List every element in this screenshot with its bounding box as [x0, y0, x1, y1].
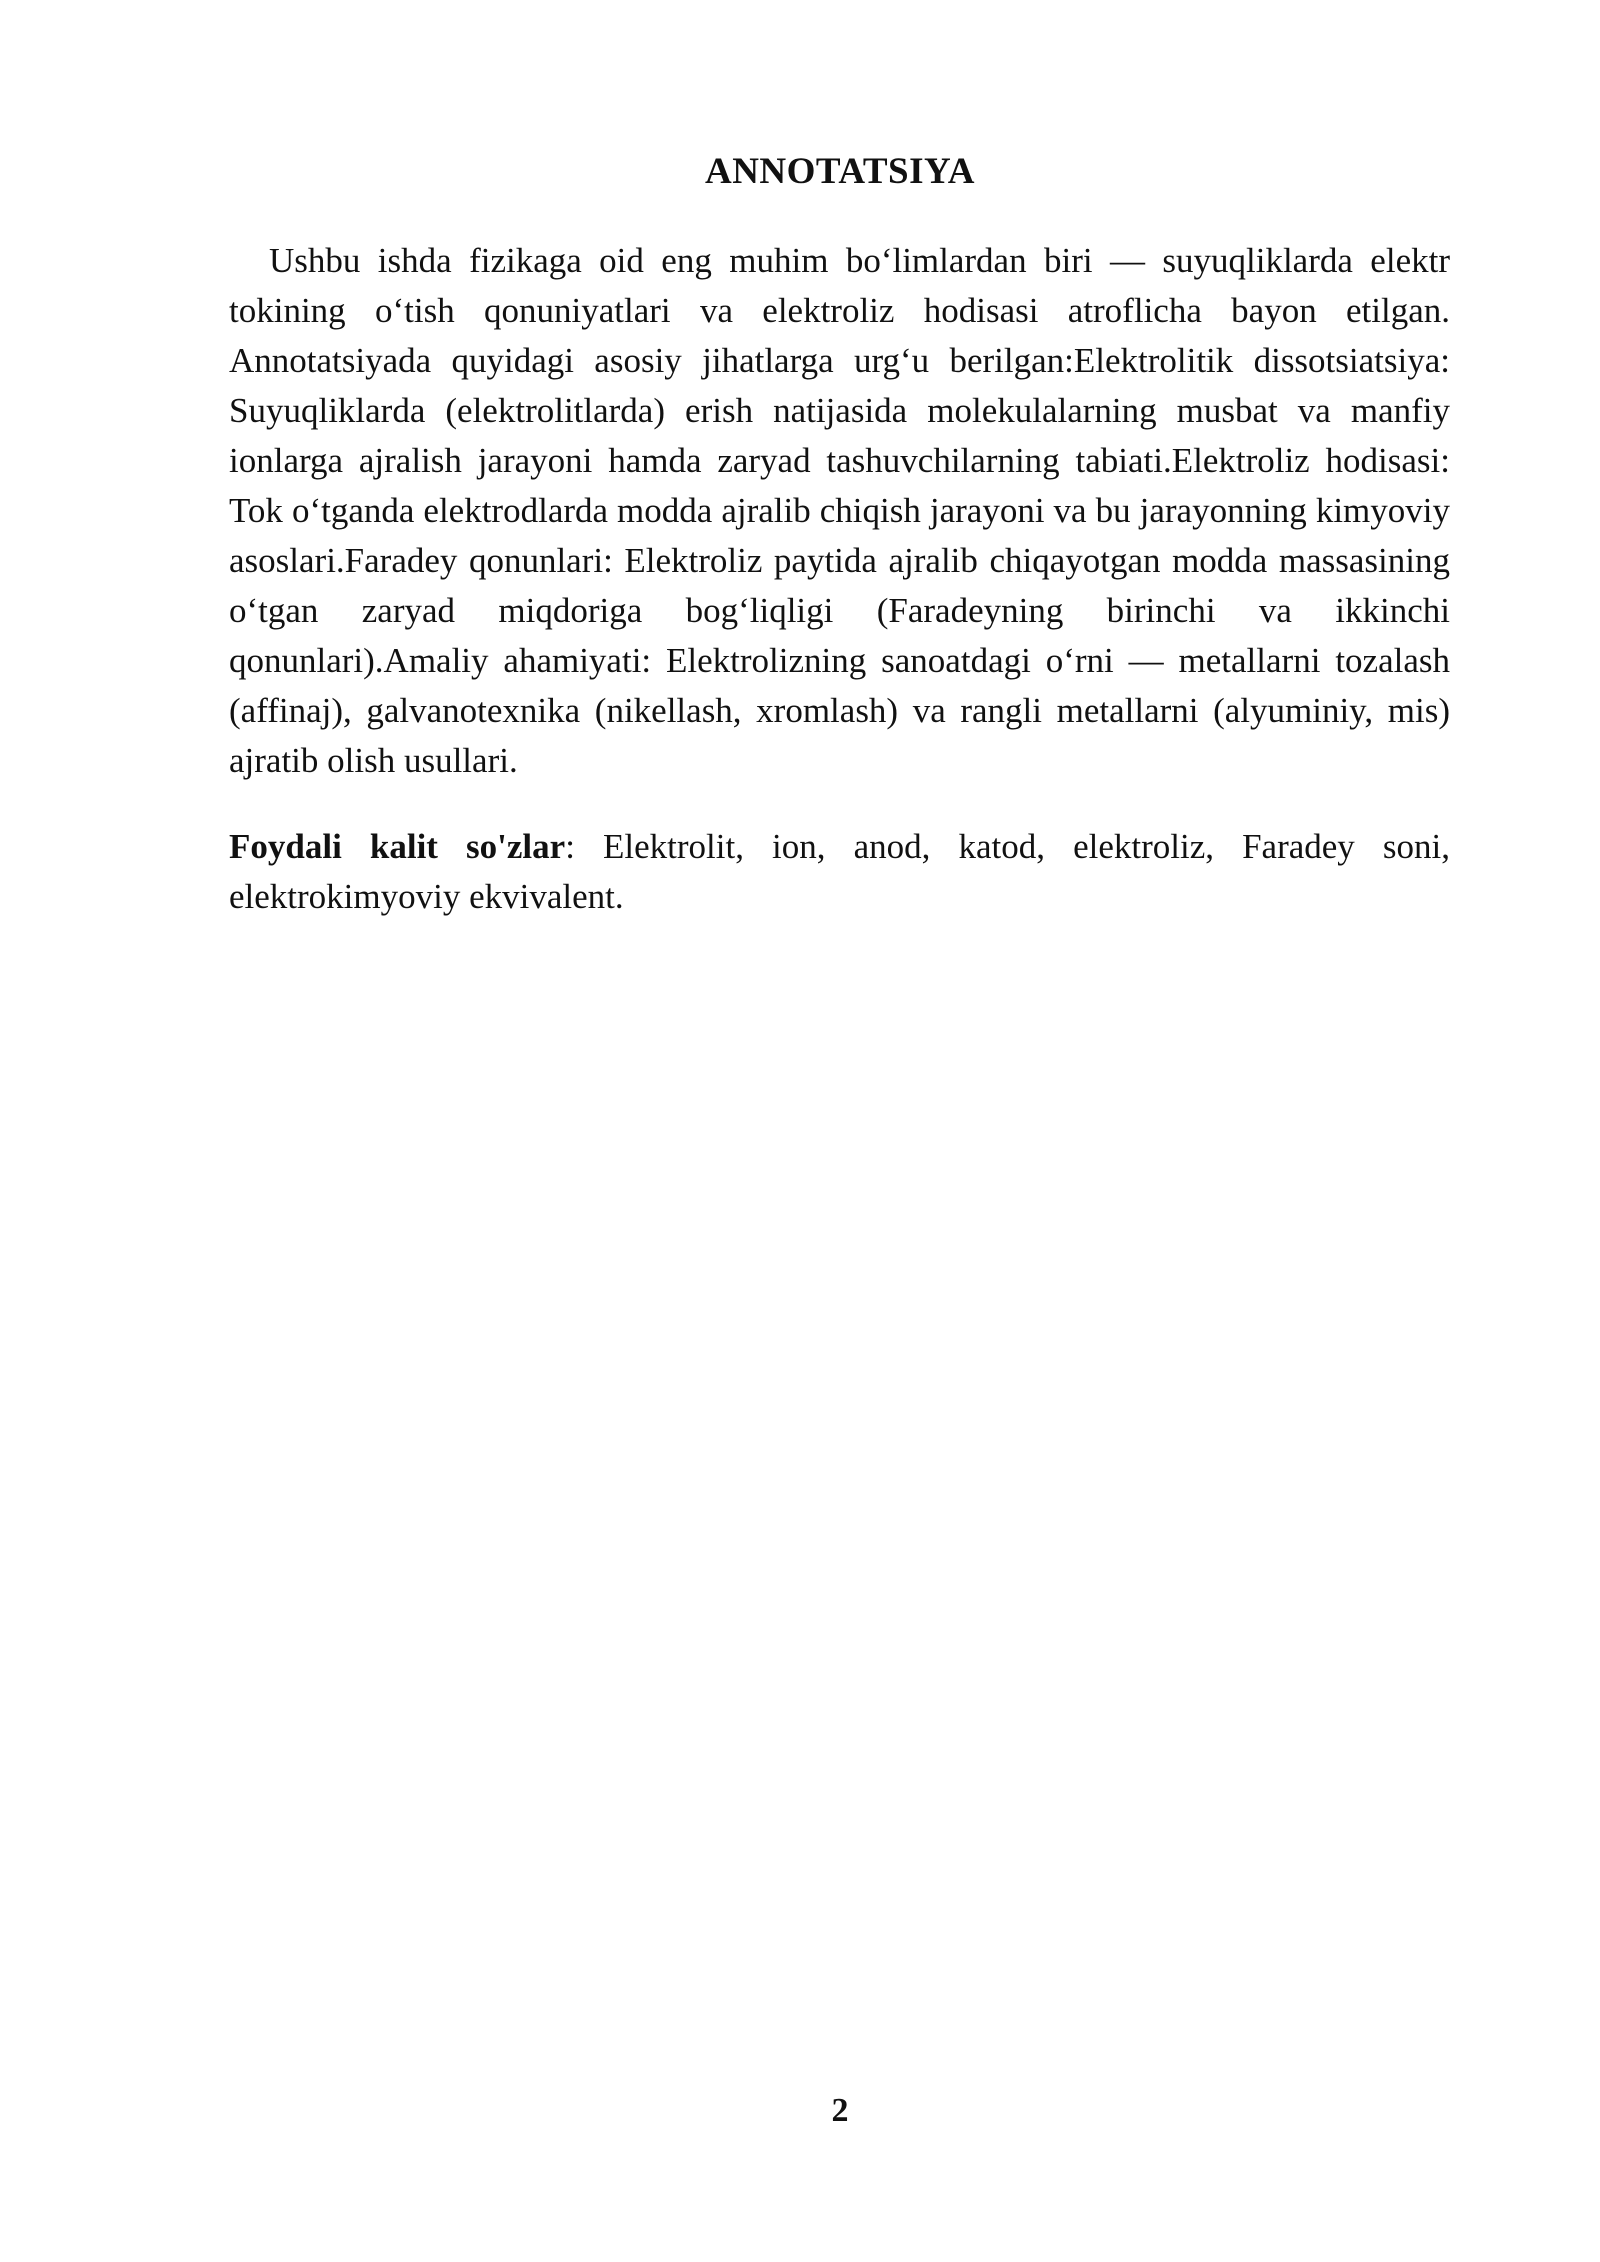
page-title: ANNOTATSIYA	[704, 151, 976, 192]
keywords-label: Foydali kalit so'zlar	[229, 827, 566, 866]
annotation-body	[229, 236, 1450, 922]
keywords-paragraph	[229, 822, 1450, 922]
page-number: 2	[831, 2092, 849, 2129]
abstract-paragraph: Ushbu ishda fizikaga oid eng muhim bo‘limlardan biri — suyuqliklarda elektr tokining o‘tish qonuniyatlari va elektroliz hodisasi atroflicha bayon etilgan. Annotatsiyada quyidagi asosiy jihatlarga urg‘u berilgan:Elektrolitik dissotsiatsiya: Suyuqliklarda (elektrolitlarda) erish natijasida molekulalarning musbat va manfiy ionlarga ajralish jarayoni hamda zaryad tashuvchilarning tabiati.Elektroliz hodisasi: Tok o‘tganda elektrodlarda modda ajralib chiqish jarayoni va bu jarayonning kimyoviy asoslari.Faradey qonunlari: Elektroliz paytida ajralib chiqayotgan modda massasining o‘tgan zaryad miqdoriga bog‘liqligi (Faradeyning birinchi va ikkinchi qonunlari).Amaliy ahamiyati: Elektrolizning sanoatdagi o‘rni — metallarni tozalash (affinaj), galvanotexnika (nikellash, xromlash) va rangli metallarni (alyuminiy, mis) ajratib olish usullari.	[229, 241, 1450, 780]
keywords-text: Elektrolit, ion, anod, katod, elektroliz, Faradey soni, elektrokimyoviy ekvivalent.	[229, 827, 1450, 916]
keywords-separator: :	[565, 827, 575, 866]
